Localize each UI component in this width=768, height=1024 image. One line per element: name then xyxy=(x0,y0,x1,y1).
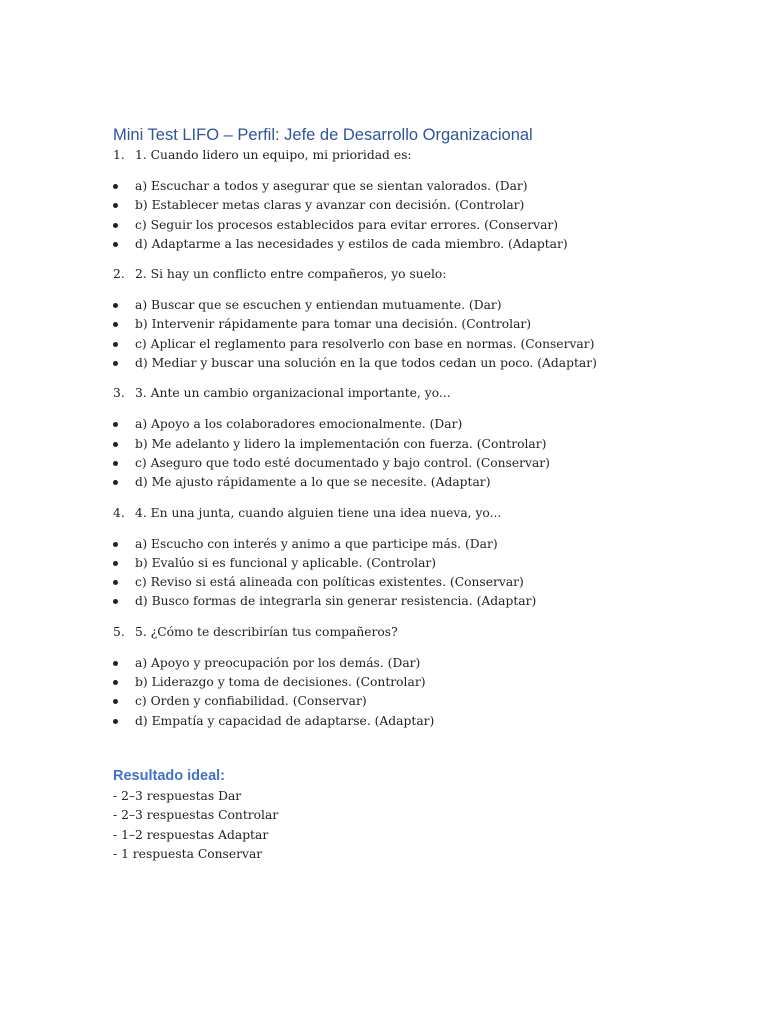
option-item xyxy=(113,415,693,434)
option-text: d) Empatía y capacidad de adaptarse. (Adaptar) xyxy=(135,713,435,728)
option-text: a) Apoyo y preocupación por los demás. (Dar) xyxy=(135,655,421,670)
option-item xyxy=(113,315,693,334)
bullet-icon xyxy=(113,719,118,724)
option-item xyxy=(113,554,693,573)
option-text: c) Aplicar el reglamento para resolverlo con base en normas. (Conservar) xyxy=(135,336,595,351)
bullet-icon xyxy=(113,223,118,228)
question-text: 1. Cuando lidero un equipo, mi prioridad es: xyxy=(135,148,412,162)
bullet-icon xyxy=(113,580,118,585)
bullet-icon xyxy=(113,561,118,566)
options-list xyxy=(113,654,693,731)
bullet-icon xyxy=(113,322,118,327)
option-item xyxy=(113,235,693,254)
option-text: a) Buscar que se escuchen y entiendan mutuamente. (Dar) xyxy=(135,298,502,313)
option-item xyxy=(113,654,693,673)
option-text: c) Aseguro que todo esté documentado y bajo control. (Conservar) xyxy=(135,455,550,470)
bullet-icon xyxy=(113,242,118,247)
options-list xyxy=(113,296,693,373)
question-block xyxy=(113,146,693,265)
options-list xyxy=(113,415,693,492)
option-text: b) Intervenir rápidamente para tomar una decisión. (Controlar) xyxy=(135,317,532,332)
result-line: - 1 respuesta Conservar xyxy=(113,846,263,861)
question-block xyxy=(113,384,693,503)
question-number: 1. xyxy=(113,148,125,162)
option-item xyxy=(113,712,693,731)
option-item xyxy=(113,673,693,692)
question-block xyxy=(113,504,693,623)
bullet-icon xyxy=(113,461,118,466)
option-text: c) Seguir los procesos establecidos para evitar errores. (Conservar) xyxy=(135,217,559,232)
option-item xyxy=(113,473,693,492)
option-item xyxy=(113,354,693,373)
question-number: 4. xyxy=(113,505,125,520)
bullet-icon xyxy=(113,661,118,666)
option-item xyxy=(113,535,693,554)
question-block xyxy=(113,265,693,384)
bullet-icon xyxy=(113,422,118,427)
option-item xyxy=(113,216,693,235)
option-text: a) Escucho con interés y animo a que participe más. (Dar) xyxy=(135,536,498,551)
question-text: 3. Ante un cambio organizacional importante, yo... xyxy=(135,386,451,401)
option-text: c) Orden y confiabilidad. (Conservar) xyxy=(135,694,367,709)
question-number: 5. xyxy=(113,624,125,639)
option-text: b) Evalúo si es funcional y aplicable. (Controlar) xyxy=(135,555,437,570)
bullet-icon xyxy=(113,480,118,485)
question-line xyxy=(113,623,693,642)
question-block xyxy=(113,623,693,731)
option-text: d) Me ajusto rápidamente a lo que se necesite. (Adaptar) xyxy=(135,475,491,490)
option-text: d) Busco formas de integrarla sin generar resistencia. (Adaptar) xyxy=(135,594,537,609)
result-list xyxy=(113,787,693,864)
options-list xyxy=(113,535,693,612)
bullet-icon xyxy=(113,599,118,604)
question-number: 2. xyxy=(113,267,125,282)
result-line: - 2–3 respuestas Dar xyxy=(113,788,242,803)
question-text: 4. En una junta, cuando alguien tiene una idea nueva, yo... xyxy=(135,505,502,520)
result-title: Resultado ideal: xyxy=(113,767,225,784)
document-title: Mini Test LIFO – Perfil: Jefe de Desarrollo Organizacional xyxy=(113,126,533,144)
question-line xyxy=(113,265,693,284)
result-line: - 2–3 respuestas Controlar xyxy=(113,808,279,823)
option-text: c) Reviso si está alineada con políticas existentes. (Conservar) xyxy=(135,575,524,590)
option-item xyxy=(113,592,693,611)
option-text: d) Mediar y buscar una solución en la que todos cedan un poco. (Adaptar) xyxy=(135,356,597,371)
option-text: a) Apoyo a los colaboradores emocionalmente. (Dar) xyxy=(135,417,463,432)
bullet-icon xyxy=(113,361,118,366)
bullet-icon xyxy=(113,699,118,704)
bullet-icon xyxy=(113,542,118,547)
bullet-icon xyxy=(113,203,118,208)
question-line xyxy=(113,504,693,523)
option-item xyxy=(113,573,693,592)
option-item xyxy=(113,435,693,454)
options-list xyxy=(113,177,693,254)
document-page xyxy=(113,124,693,864)
option-text: d) Adaptarme a las necesidades y estilos de cada miembro. (Adaptar) xyxy=(135,236,568,251)
option-text: b) Establecer metas claras y avanzar con decisión. (Controlar) xyxy=(135,198,525,213)
question-number: 3. xyxy=(113,386,125,401)
question-text: 5. ¿Cómo te describirían tus compañeros? xyxy=(135,624,398,639)
option-item xyxy=(113,296,693,315)
bullet-icon xyxy=(113,184,118,189)
option-text: b) Liderazgo y toma de decisiones. (Controlar) xyxy=(135,675,426,690)
question-text: 2. Si hay un conflicto entre compañeros, yo suelo: xyxy=(135,267,447,282)
questions-list xyxy=(113,146,693,731)
bullet-icon xyxy=(113,303,118,308)
option-item xyxy=(113,196,693,215)
question-line xyxy=(113,146,693,165)
option-item xyxy=(113,692,693,711)
question-line xyxy=(113,384,693,403)
option-text: b) Me adelanto y lidero la implementación con fuerza. (Controlar) xyxy=(135,436,547,451)
bullet-icon xyxy=(113,680,118,685)
option-item xyxy=(113,454,693,473)
option-text: a) Escuchar a todos y asegurar que se sientan valorados. (Dar) xyxy=(135,179,528,193)
bullet-icon xyxy=(113,442,118,447)
result-line: - 1–2 respuestas Adaptar xyxy=(113,827,269,842)
bullet-icon xyxy=(113,342,118,347)
option-item xyxy=(113,335,693,354)
option-item xyxy=(113,177,693,196)
